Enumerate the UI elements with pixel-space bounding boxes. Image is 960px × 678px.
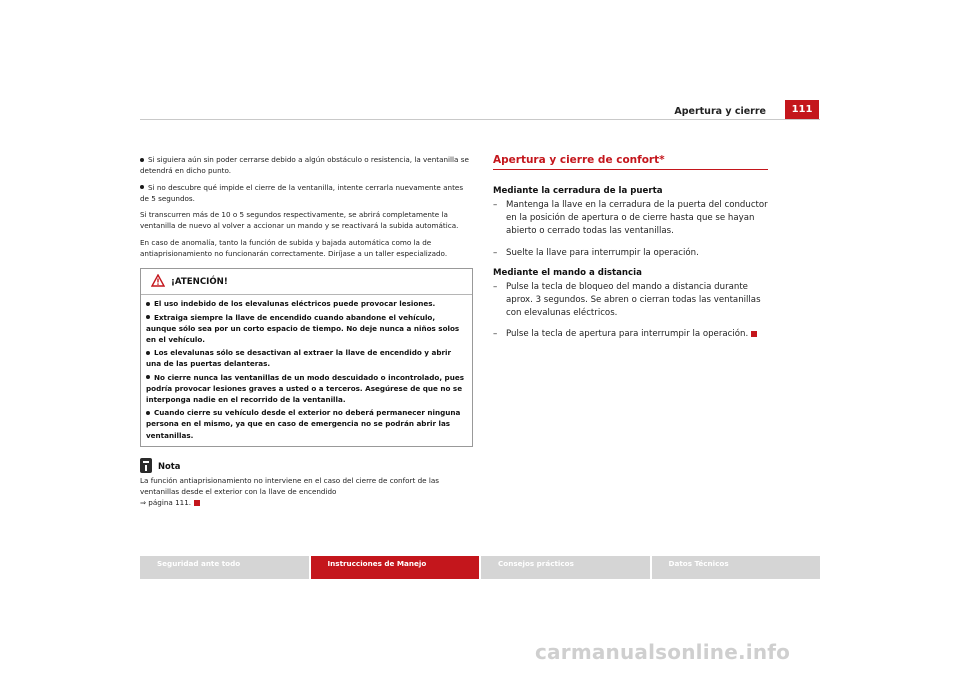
warning-item: Extraiga siempre la llave de encendido cuando abandone el vehículo, aunque sólo sea por un corto espacio de tiempo. No deje nunca a niños solos en el vehículo. (146, 312, 460, 344)
tab-consejos[interactable]: Consejos prácticos (481, 556, 650, 579)
left-column (140, 154, 473, 514)
tab-seguridad[interactable]: Seguridad ante todo (140, 556, 309, 579)
right-column (493, 154, 768, 350)
note-info-icon (140, 458, 152, 473)
section-title: Apertura y cierre de confort* (493, 154, 768, 170)
bullet-paragraph: Si siguiera aún sin poder cerrarse debido a algún obstáculo o resistencia, la ventanilla se detendrá en dicho punto. (140, 155, 469, 176)
instruction-item: – Mantenga la llave en la cerradura de la puerta del conductor en la posición de apertura o de cierre hasta que se hayan abierto o cerrado todas las ventanillas. (493, 200, 768, 237)
warning-triangle-icon (151, 274, 165, 287)
warning-item: El uso indebido de los elevalunas eléctricos puede provocar lesiones. (146, 298, 467, 309)
header-divider (140, 119, 820, 120)
warning-item: Los elevalunas sólo se desactivan al extraer la llave de encendido y abrir una de las puertas delanteras. (146, 348, 452, 369)
body-paragraph: En caso de anomalía, tanto la función de subida y bajada automática como la de antiaprisionamiento no funcionarán correctamente. Diríjase a un taller especializado. (140, 237, 448, 259)
watermark: carmanualsonline.info (535, 640, 791, 664)
body-paragraph: Si transcurren más de 10 o 5 segundos respectivamente, se abrirá completamente la ventanilla de nuevo al volver a accionar un mando y se reactivará la subida automática. (140, 210, 459, 231)
tab-instrucciones[interactable]: Instrucciones de Manejo (311, 556, 480, 579)
page-number-badge: 111 (785, 100, 819, 120)
note-text: La función antiaprisionamiento no interviene en el caso del cierre de confort de las ventanillas desde el exterior con la llave de encendido ⇒ página 111. (140, 475, 440, 508)
footer-nav (140, 556, 820, 579)
warning-box (140, 268, 473, 446)
warning-item: No cierre nunca las ventanillas de un modo descuidado o incontrolado, pues podría provocar lesiones graves a usted o a terceros. Asegúrese de que no se interponga nadie en el recorrido de la ventanilla. (146, 372, 464, 404)
bullet-icon (146, 375, 150, 379)
end-marker-icon (751, 331, 757, 337)
instruction-item: – Pulse la tecla de bloqueo del mando a distancia durante aprox. 3 segundos. Se abren o cierran todas las ventanillas con elevalunas eléctricos. (493, 281, 761, 319)
warning-title: ¡ATENCIÓN! (171, 277, 228, 288)
end-marker-icon (194, 500, 200, 506)
note-title: Nota (158, 460, 181, 471)
instruction-item: – Pulse la tecla de apertura para interrumpir la operación. (493, 328, 768, 341)
bullet-paragraph: Si no descubre qué impide el cierre de la ventanilla, intente cerrarla nuevamente antes de 5 segundos. (140, 182, 464, 203)
warning-header (141, 273, 472, 295)
bullet-icon (146, 411, 150, 415)
bullet-icon (146, 315, 150, 319)
subsection-heading: Mediante la cerradura de la puerta (493, 186, 663, 196)
bullet-icon (146, 351, 150, 355)
bullet-icon (140, 158, 144, 162)
subsection-heading: Mediante el mando a distancia (493, 267, 642, 278)
instruction-item: – Suelte la llave para interrumpir la operación. (493, 247, 699, 258)
bullet-icon (146, 302, 150, 306)
warning-item: Cuando cierre su vehículo desde el exterior no deberá permanecer ninguna persona en el mismo, ya que en caso de emergencia no se podrán abrir las ventanillas. (146, 408, 461, 440)
tab-datos-tecnicos[interactable]: Datos Técnicos (652, 556, 821, 579)
note-header (140, 457, 473, 475)
bullet-icon (140, 185, 144, 189)
page-header-title: Apertura y cierre (674, 106, 766, 117)
page-reference-link[interactable]: ⇒ página 111. (140, 498, 192, 508)
